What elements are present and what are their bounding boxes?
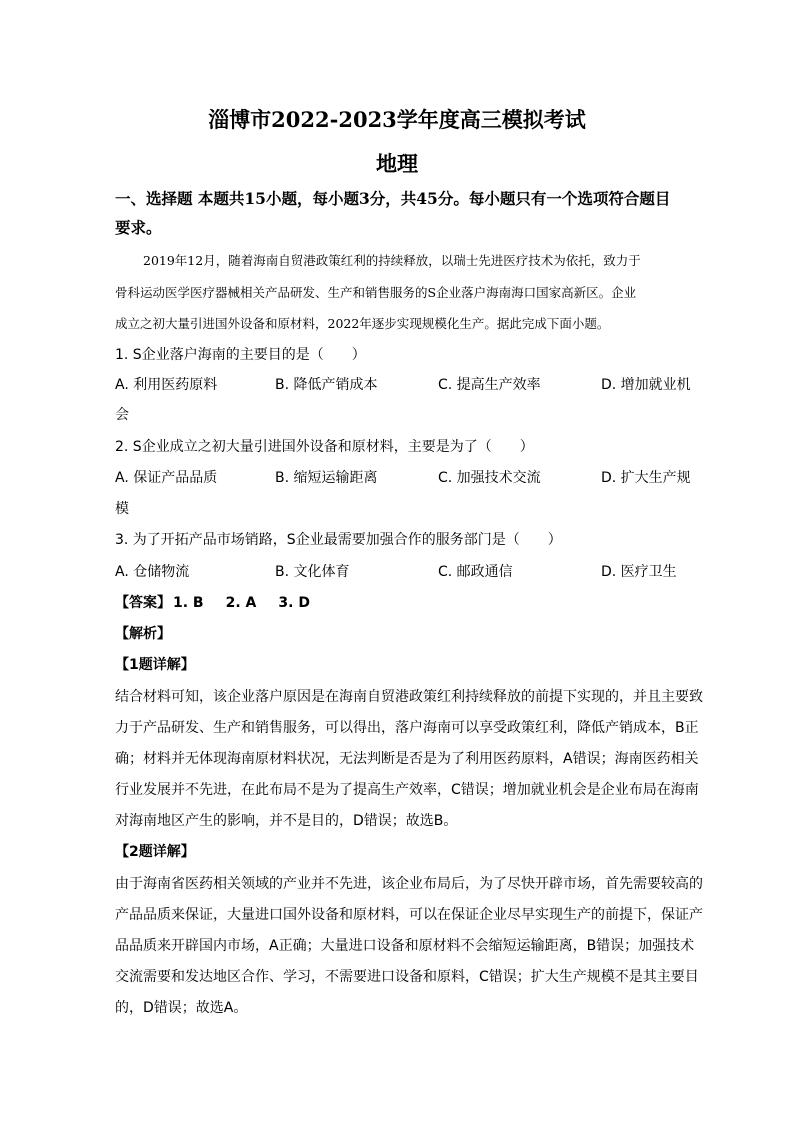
option-b: B. 降低产销成本 — [275, 377, 378, 393]
option-wrap: 会 — [115, 407, 129, 423]
detail-line: 交流需要和发达地区合作、学习，不需要进口设备和原料，C错误；扩大生产规模不是其主要目 — [115, 969, 699, 985]
detail-line: 确；材料并无体现海南原材料状况，无法判断是否是为了利用医药原料，A错误；海南医药相关 — [115, 751, 699, 767]
material-line: 骨科运动医学医疗器械相关产品研发、生产和销售服务的S企业落户海南海口国家高新区。企业 — [115, 285, 637, 300]
option-d: D. 增加就业机 — [601, 377, 691, 393]
answer-label: 【答案】 — [115, 595, 171, 611]
subject-title: 地理 — [376, 151, 418, 176]
option-a: A. 仓储物流 — [115, 564, 190, 580]
option-d: D. 医疗卫生 — [601, 564, 677, 580]
material-line: 成立之初大量引进国外设备和原材料，2022年逐步实现规模化生产。据此完成下面小题。 — [115, 316, 610, 331]
question-stem: 1. S企业落户海南的主要目的是（ ） — [115, 347, 366, 363]
answer-item: 2. A — [225, 595, 257, 611]
option-row — [115, 374, 695, 394]
detail-line: 的，D错误；故选A。 — [115, 1000, 248, 1016]
option-d: D. 扩大生产规 — [601, 470, 691, 486]
answer-item: 1. B — [173, 595, 204, 611]
detail-line: 力于产品研发、生产和销售服务，可以得出，落户海南可以享受政策红利，降低产销成本，B正 — [115, 720, 699, 736]
option-b: B. 文化体育 — [275, 564, 350, 580]
detail-line: 对海南地区产生的影响，并不是目的，D错误；故选B。 — [115, 813, 458, 829]
material-line: 2019年12月，随着海南自贸港政策红利的持续释放，以瑞士先进医疗技术为依托，致力于 — [143, 253, 641, 268]
option-c: C. 邮政通信 — [438, 564, 513, 580]
option-row — [115, 467, 695, 487]
section-heading: 一、选择题 本题共15小题，每小题3分，共45分。每小题只有一个选项符合题目 — [115, 189, 671, 208]
detail-line: 行业发展并不先进，在此布局不是为了提高生产效率，C错误；增加就业机会是企业布局在海南 — [115, 782, 699, 798]
document-title: 淄博市2022-2023学年度高三模拟考试 — [208, 107, 586, 132]
answer-line — [115, 592, 310, 612]
detail-label: 【1题详解】 — [115, 657, 195, 673]
option-a: A. 利用医药原料 — [115, 377, 218, 393]
detail-line: 产品品质来保证，大量进口国外设备和原材料，可以在保证企业尽早实现生产的前提下，保证产 — [115, 907, 703, 923]
question-stem: 3. 为了开拓产品市场销路，S企业最需要加强合作的服务部门是（ ） — [115, 532, 562, 548]
option-b: B. 缩短运输距离 — [275, 470, 378, 486]
detail-label: 【2题详解】 — [115, 844, 195, 860]
option-wrap: 模 — [115, 501, 129, 517]
question-stem: 2. S企业成立之初大量引进国外设备和原材料，主要是为了（ ） — [115, 439, 534, 455]
detail-line: 品品质来开辟国内市场，A正确；大量进口设备和原材料不会缩短运输距离，B错误；加强技术 — [115, 938, 695, 954]
detail-line: 由于海南省医药相关领域的产业并不先进，该企业布局后，为了尽快开辟市场，首先需要较高的 — [115, 876, 703, 892]
section-heading-wrap: 要求。 — [115, 218, 162, 237]
answer-item: 3. D — [278, 595, 310, 611]
detail-line: 结合材料可知，该企业落户原因是在海南自贸港政策红利持续释放的前提下实现的，并且主要致 — [115, 689, 703, 705]
option-row — [115, 561, 695, 581]
analysis-label: 【解析】 — [115, 626, 171, 642]
option-a: A. 保证产品品质 — [115, 470, 218, 486]
option-c: C. 提高生产效率 — [438, 377, 541, 393]
option-c: C. 加强技术交流 — [438, 470, 541, 486]
